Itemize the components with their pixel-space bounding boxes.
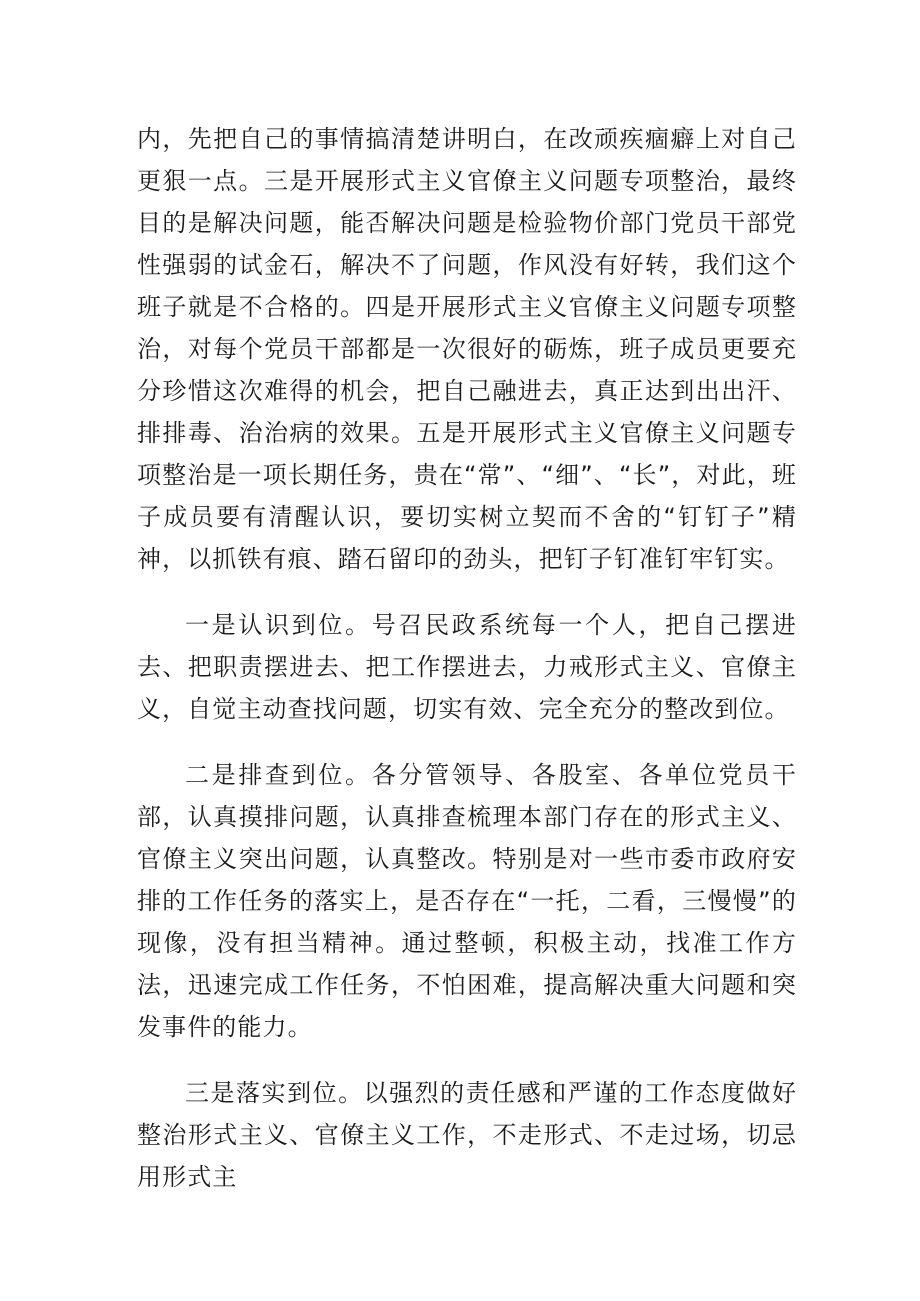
paragraph-recognition: 一是认识到位。号召民政系统每一个人，把自己摆进去、把职责摆进去、把工作摆进去，力戒形式主义、官僚主义，自觉主动查找问题，切实有效、完全充分的整改到位。 [137, 611, 797, 723]
document-body [137, 118, 797, 1198]
paragraph-implementation: 三是落实到位。以强烈的责任感和严谨的工作态度做好整治形式主义、官僚主义工作，不走形式、不走过场，切忌用形式主 [137, 1079, 797, 1191]
paragraph-continued: 内，先把自己的事情搞清楚讲明白，在改顽疾痼癖上对自己更狠一点。三是开展形式主义官僚主义问题专项整治，最终目的是解决问题，能否解决问题是检验物价部门党员干部党性强弱的试金石，解决不了问题，作风没有好转，我们这个班子就是不合格的。四是开展形式主义官僚主义问题专项整治，对每个党员干部都是一次很好的砺炼，班子成员更要充分珍惜这次难得的机会，把自己融进去，真正达到出出汗、排排毒、治治病的效果。五是开展形式主义官僚主义问题专项整治是一项长期任务，贵在“常”、“细”、“长”，对此，班子成员要有清醒认识，要切实树立契而不舍的“钉钉子”精神，以抓铁有痕、踏石留印的劲头，把钉子钉准钉牢钉实。 [137, 125, 797, 573]
paragraph-investigation: 二是排查到位。各分管领导、各股室、各单位党员干部，认真摸排问题，认真排查梳理本部门存在的形式主义、官僚主义突出问题，认真整改。特别是对一些市委市政府安排的工作任务的落实上，是否存在“一托，二看，三慢慢”的现像，没有担当精神。通过整顿，积极主动，找准工作方法，迅速完成工作任务，不怕困难，提高解决重大问题和突发事件的能力。 [137, 761, 797, 1041]
